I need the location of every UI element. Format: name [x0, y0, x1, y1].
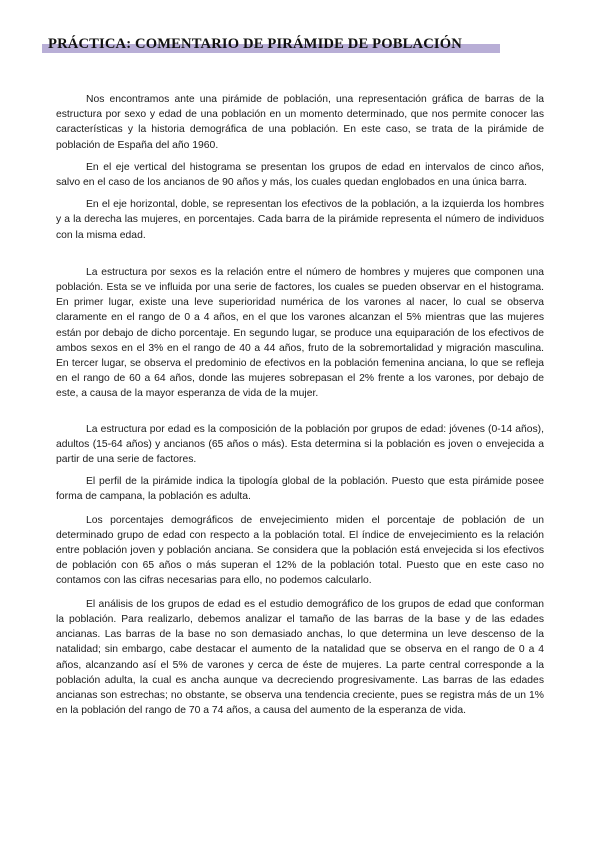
paragraph-sex-structure: La estructura por sexos es la relación entre el número de hombres y mujeres que componen una población. Esta se ve influida por una serie de factores, los cuales se pueden observar en el histograma. En primer lugar, existe una leve superioridad numérica de los varones al nacer, lo cual se observa claramente en el rango de 0 a 4 años, en el que los varones alcanzan el 5% mientras que las mujeres están por debajo de dicho porcentaje. En segundo lugar, se produce una equiparación de los efectivos de ambos sexos en el 3% en el rango de 40 a 44 años, fruto de la sobremortalidad y migración masculina. En tercer lugar, se observa el predominio de efectivos en la población femenina anciana, lo que se refleja en el rango de 60 a 64 años, donde las mujeres sobrepasan el 2% frente a los varones, por debajo de este, a causa de la mayor esperanza de vida de la mujer. — [56, 266, 544, 400]
paragraph-profile: El perfil de la pirámide indica la tipología global de la población. Puesto que esta pirámide posee forma de campana, la población es adulta. — [56, 476, 544, 503]
paragraph-age-groups: El análisis de los grupos de edad es el estudio demográfico de los grupos de edad que conforman la población. Para realizarlo, debemos analizar el tamaño de las barras de la base y de las edades ancianas. Las barras de la base no son demasiado anchas, lo que determina un leve descenso de la natalidad; sin embargo, cabe destacar el aumento de la natalidad que se observa en el rango de 0 a 4 años, alcanzando así el 5% de varones y cerca de éste de mujeres. La parte central corresponde a la población adulta, la cual es ancha aunque va decreciendo progresivamente. Las barras de las edades ancianas son estrechas; no obstante, se observa una tendencia creciente, pues se registra más de un 1% en la población del rango de 70 a 74 años, a causa del aumento de la esperanza de vida. — [56, 598, 544, 717]
page-title: PRÁCTICA: COMENTARIO DE PIRÁMIDE DE POBLACIÓN — [48, 36, 462, 52]
paragraph-vertical-axis: En el eje vertical del histograma se presentan los grupos de edad en intervalos de cinco años, salvo en el caso de los ancianos de 90 años y más, los cuales quedan englobados en una única barra. — [56, 161, 544, 189]
title-block — [42, 34, 502, 54]
document-body — [56, 92, 544, 718]
paragraph-intro: Nos encontramos ante una pirámide de población, una representación gráfica de barras de la estructura por sexo y edad de una población en un momento determinado, que nos permite conocer las características y la historia demográfica de una población. En este caso, se trata de la pirámide de población de España del año 1960. — [56, 94, 544, 151]
paragraph-age-structure: La estructura por edad es la composición de la población por grupos de edad: jóvenes (0-14 años), adultos (15-64 años) y ancianos (65 años o más). Esta determina si la población es joven o envejecida a partir de una serie de factores. — [56, 423, 544, 466]
paragraph-aging: Los porcentajes demográficos de envejecimiento miden el porcentaje de población de un determinado grupo de edad con respecto a la población total. El índice de envejecimiento es la relación entre población joven y población anciana. Se considera que la población está envejecida si los efectivos de población con 65 años o más superan el 12% de la población total. Puesto que en este caso no contamos con las cifras necesarias para ello, no podemos calcularlo. — [56, 514, 544, 587]
paragraph-horizontal-axis: En el eje horizontal, doble, se representan los efectivos de la población, a la izquierda los hombres y a la derecha las mujeres, en porcentajes. Cada barra de la pirámide representa el número de individuos con la misma edad. — [56, 199, 544, 241]
